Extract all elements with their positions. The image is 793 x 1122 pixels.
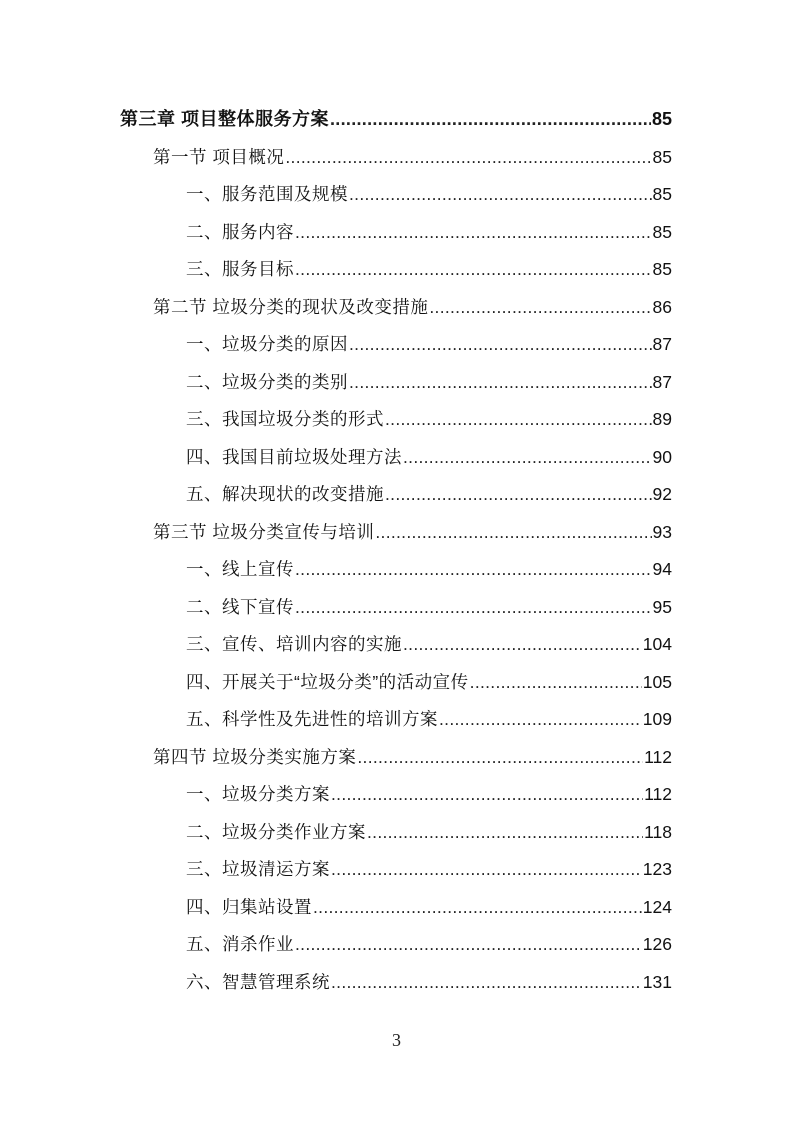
dot-leader (313, 892, 642, 922)
dot-leader (385, 479, 652, 509)
dot-leader (330, 104, 651, 134)
toc-entry-title: 三、垃圾清运方案 (186, 859, 330, 879)
toc-entry-page: 93 (652, 521, 672, 542)
dot-leader (331, 779, 643, 809)
toc-entry-item[interactable] (186, 554, 672, 584)
toc-entry-item[interactable] (186, 217, 672, 247)
toc-entry-title: 三、我国垃圾分类的形式 (186, 409, 384, 429)
toc-entry-page: 85 (652, 221, 672, 242)
toc-entry-item[interactable] (186, 779, 672, 809)
toc-entry-section[interactable] (153, 292, 672, 322)
toc-entry-page: 94 (652, 559, 672, 579)
dot-leader (349, 329, 652, 359)
toc-entry-item[interactable] (186, 479, 672, 509)
toc-entry-page: 124 (642, 896, 672, 917)
toc-entry-item[interactable] (186, 254, 672, 284)
dot-leader (349, 367, 652, 397)
toc-entry-title: 第二节 垃圾分类的现状及改变措施 (153, 296, 429, 317)
toc-entry-item[interactable] (186, 704, 672, 734)
toc-entry-item[interactable] (186, 854, 672, 884)
toc-entry-title: 一、垃圾分类方案 (186, 784, 330, 804)
toc-entry-page: 109 (642, 709, 672, 729)
toc-entry-item[interactable] (186, 629, 672, 659)
toc-entry-item[interactable] (186, 592, 672, 622)
toc-entry-item[interactable] (186, 667, 672, 697)
toc-entry-title: 第四节 垃圾分类实施方案 (153, 746, 357, 767)
toc-entry-page: 131 (642, 971, 672, 992)
toc-entry-title: 五、科学性及先进性的培训方案 (186, 709, 438, 729)
toc-entry-title: 二、垃圾分类作业方案 (186, 821, 366, 842)
toc-entry-page: 104 (642, 634, 672, 654)
dot-leader (439, 704, 642, 734)
toc-entry-section[interactable] (153, 742, 672, 772)
dot-leader (295, 554, 652, 584)
toc-entry-page: 92 (652, 484, 672, 504)
dot-leader (375, 517, 651, 547)
toc-entry-title: 一、线上宣传 (186, 559, 294, 579)
toc-entry-title: 一、垃圾分类的原因 (186, 334, 348, 354)
toc-entry-chapter[interactable] (120, 104, 672, 134)
dot-leader (285, 142, 651, 172)
toc-entry-title: 二、线下宣传 (186, 596, 294, 617)
toc-entry-page: 85 (652, 184, 672, 204)
toc-entry-item[interactable] (186, 329, 672, 359)
toc-entry-title: 五、解决现状的改变措施 (186, 484, 384, 504)
toc-entry-title: 五、消杀作业 (186, 934, 294, 954)
toc-entry-title: 二、垃圾分类的类别 (186, 371, 348, 392)
toc-entry-item[interactable] (186, 892, 672, 922)
toc-entry-item[interactable] (186, 367, 672, 397)
toc-entry-page: 118 (644, 821, 672, 842)
page-number: 3 (392, 1030, 401, 1050)
toc-entry-page: 85 (652, 146, 672, 167)
dot-leader (403, 629, 642, 659)
toc-entry-page: 85 (651, 109, 672, 129)
toc-entry-item[interactable] (186, 442, 672, 472)
dot-leader (349, 179, 652, 209)
toc-entry-page: 85 (652, 259, 672, 279)
toc-entry-page: 87 (652, 334, 672, 354)
toc-entry-title: 三、宣传、培训内容的实施 (186, 634, 402, 654)
toc-entry-page: 86 (652, 296, 672, 317)
dot-leader (385, 404, 652, 434)
toc-entry-title: 一、服务范围及规模 (186, 184, 348, 204)
toc-entry-item[interactable] (186, 404, 672, 434)
dot-leader (367, 817, 643, 847)
toc-entry-page: 89 (652, 409, 672, 429)
dot-leader (331, 967, 642, 997)
toc-entry-page: 112 (644, 746, 672, 767)
dot-leader (357, 742, 643, 772)
toc-entry-title: 二、服务内容 (186, 221, 294, 242)
toc-entry-page: 87 (652, 371, 672, 392)
toc-entry-title: 第三章 项目整体服务方案 (120, 109, 329, 129)
toc-entry-item[interactable] (186, 179, 672, 209)
toc-entry-title: 四、我国目前垃圾处理方法 (186, 446, 402, 467)
dot-leader (403, 442, 652, 472)
dot-leader (295, 592, 652, 622)
toc-entry-title: 第一节 项目概况 (153, 146, 285, 167)
toc-entry-page: 95 (652, 596, 672, 617)
dot-leader (429, 292, 651, 322)
dot-leader (295, 217, 652, 247)
dot-leader (295, 929, 642, 959)
toc-entry-item[interactable] (186, 967, 672, 997)
dot-leader (331, 854, 642, 884)
toc-entry-section[interactable] (153, 142, 672, 172)
toc-entry-title: 第三节 垃圾分类宣传与培训 (153, 521, 375, 542)
dot-leader (470, 667, 642, 697)
toc-entry-page: 123 (642, 859, 672, 879)
toc-entry-page: 90 (652, 446, 672, 467)
toc-entry-section[interactable] (153, 517, 672, 547)
toc-entry-page: 105 (642, 671, 672, 692)
dot-leader (295, 254, 652, 284)
toc-entry-title: 六、智慧管理系统 (186, 971, 330, 992)
toc-entry-page: 112 (644, 784, 672, 804)
toc-entry-title: 三、服务目标 (186, 259, 294, 279)
toc-entry-title: 四、归集站设置 (186, 896, 312, 917)
toc-entry-item[interactable] (186, 817, 672, 847)
toc-entry-title: 四、开展关于“垃圾分类”的活动宣传 (186, 671, 469, 692)
toc-entry-page: 126 (642, 934, 672, 954)
toc-entry-item[interactable] (186, 929, 672, 959)
